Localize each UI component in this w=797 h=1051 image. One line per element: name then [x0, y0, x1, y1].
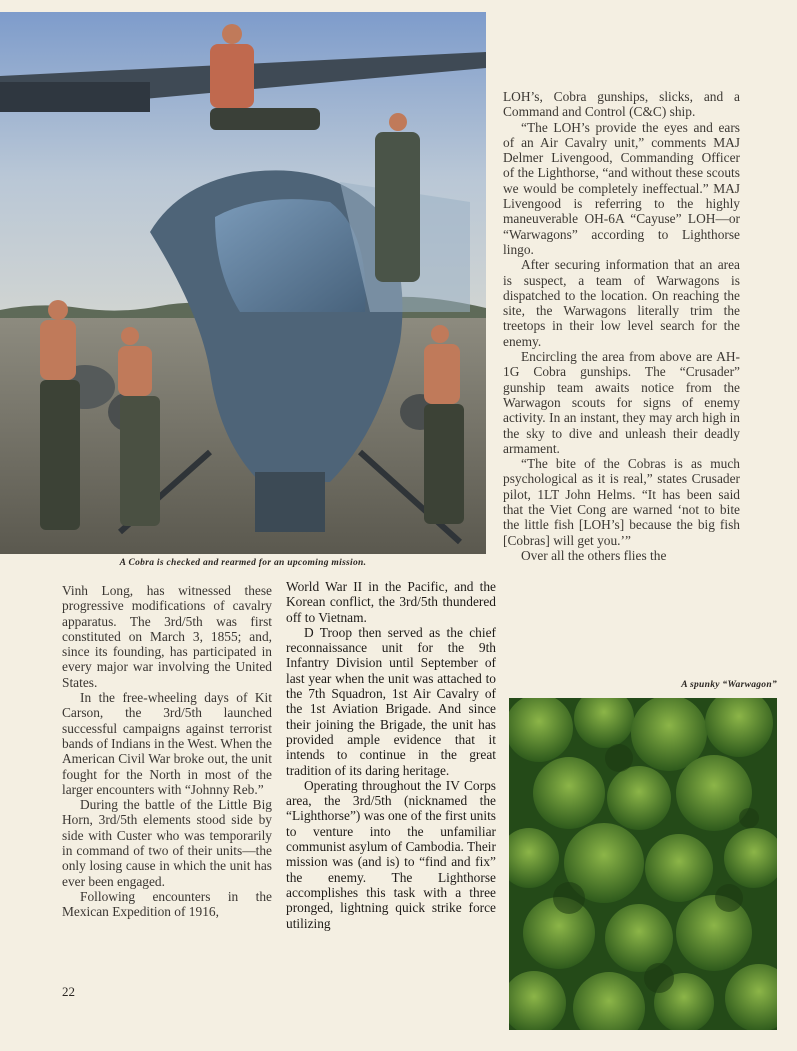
paragraph: After securing information that an area is suspect, a team of Warwagons is dispatched to the location. On reaching the site, the Warwagons literally trim the treetops in their low level search for the enemy.: [503, 257, 740, 349]
jungle-illustration: [509, 698, 777, 1030]
secondary-photo-caption: A spunky “Warwagon”: [681, 680, 777, 690]
page-number: 22: [62, 984, 75, 999]
paragraph: D Troop then served as the chief reconnaissance unit for the 9th Infantry Division until September of last year when the unit was attached to the 7th Squadron, 1st Air Cavalry of the 1st Aviation Brigade. And since their joining the Brigade, the unit has provided ample evidence that it intends to continue in the great tradition of its daring heritage.: [286, 624, 496, 778]
paragraph: “The bite of the Cobras is as much psychological as it is real,” states Crusader pilot, 1LT John Helms. “It has been said that the Viet Cong are warned ‘not to bite the little fish [LOH’s] because the big fish [Cobras] will get you.’”: [503, 456, 740, 548]
paragraph: Following encounters in the Mexican Expedition of 1916,: [62, 888, 272, 920]
paragraph: LOH’s, Cobra gunships, slicks, and a Command and Control (C&C) ship.: [503, 89, 740, 120]
paragraph: Over all the others flies the: [521, 547, 667, 563]
paragraph: During the battle of the Little Big Horn, 3rd/5th elements stood side by side with Custer who was temporarily in command of two of their units—the only losing cause in which the unit has ever been engaged.: [62, 797, 272, 889]
paragraph: “The LOH’s provide the eyes and ears of an Air Cavalry unit,” comments MAJ Delmer Livengood, Commanding Officer of the Lighthorse, “and without these scouts we would be completely ineffectual.” MAJ Livengood is referring to the highly maneuverable OH-6A “Cayuse” LOH—or “Warwagons” according to Lighthorse lingo.: [503, 119, 740, 257]
paragraph: World War II in the Pacific, and the Korean conflict, the 3rd/5th thundered off to Vietnam.: [286, 579, 496, 625]
text-column-1: [62, 583, 272, 920]
paragraph: Operating throughout the IV Corps area, the 3rd/5th (nicknamed the “Lighthorse”) was one of the first units to venture into the unfamiliar communist asylum of Cambodia. Their mission was (and is) to “find and fix” the enemy. The Lighthorse accomplishes this task with a three pronged, lightning quick strike force utilizing: [286, 777, 496, 931]
paragraph: Encircling the area from above are AH-1G Cobra gunships. The “Crusader” gunship team awaits notice from the Warwagon scouts for signs of enemy activity. In an instant, they may arch high in the sky to dive and unleash their deadly armament.: [503, 349, 740, 456]
cobra-illustration: [0, 12, 486, 554]
main-photo-caption: A Cobra is checked and rearmed for an upcoming mission.: [119, 558, 367, 568]
text-column-3: [503, 89, 740, 563]
warwagon-photo: [509, 698, 777, 1030]
paragraph: In the free-wheeling days of Kit Carson, the 3rd/5th launched successful campaigns against terrorist bands of Indians in the West. When the American Civil War broke out, the unit fought for the North in most of the larger encounters with “Johnny Reb.”: [62, 690, 272, 797]
text-column-2: [286, 579, 496, 931]
paragraph: Vinh Long, has witnessed these progressive modifications of cavalry apparatus. The 3rd/5th was first constituted on March 3, 1855; and, since its founding, has participated in every major war involving the United States.: [62, 583, 272, 690]
cobra-photo: [0, 12, 486, 554]
